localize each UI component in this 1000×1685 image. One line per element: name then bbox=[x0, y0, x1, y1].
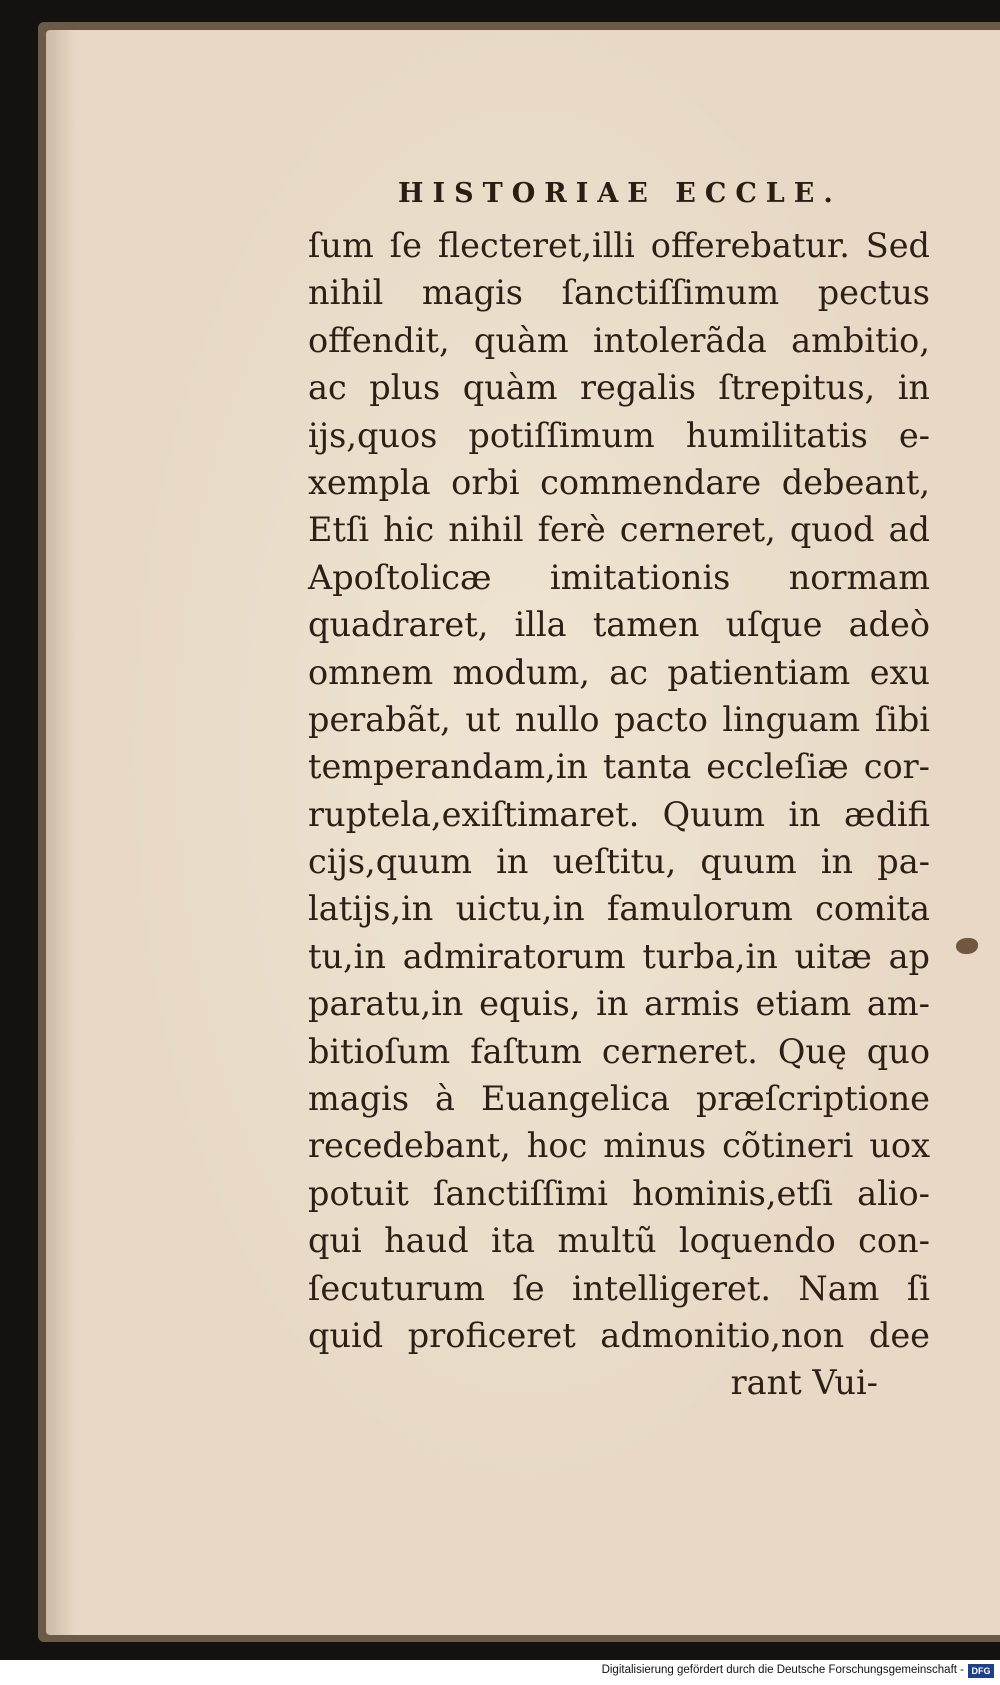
text-line: potuit ſanctiſſimi hominis,etſi alio- bbox=[308, 1173, 930, 1213]
text-line: ſecuturum ſe intelligeret. Nam ſi bbox=[308, 1268, 930, 1308]
text-line: ſum ſe flecteret,illi offerebatur. Sed bbox=[308, 226, 930, 265]
text-line: quadraret, illa tamen uſque adeò bbox=[308, 605, 930, 645]
text-block bbox=[308, 222, 930, 1407]
text-line: xempla orbi commendare debeant, bbox=[308, 462, 930, 502]
text-line: Apoſtolicæ imitationis normam bbox=[308, 557, 930, 597]
running-head: HISTORIAE ECCLE. bbox=[398, 178, 842, 209]
dfg-logo: DFG bbox=[968, 1664, 994, 1678]
text-line: tu,in admiratorum turba,in uitæ ap bbox=[308, 936, 930, 976]
text-line: ac plus quàm regalis ſtrepitus, in bbox=[308, 368, 930, 408]
funding-credit: Digitalisierung gefördert durch die Deutsche Forschungsgemeinschaft - bbox=[601, 1664, 964, 1676]
text-line: perabãt, ut nullo pacto linguam ſibi bbox=[308, 699, 930, 739]
text-line: Etſi hic nihil ferè cerneret, quod ad bbox=[308, 510, 930, 550]
text-line: nihil magis ſanctiſſimum pectus bbox=[308, 273, 930, 313]
text-line: recedebant, hoc minus cõtineri uox bbox=[308, 1126, 930, 1166]
text-line: cijs,quum in ueſtitu, quum in pa- bbox=[308, 842, 930, 882]
text-line: paratu,in equis, in armis etiam am- bbox=[308, 984, 930, 1024]
text-line: magis à Euangelica præſcriptione bbox=[308, 1079, 930, 1119]
ink-spot bbox=[956, 938, 978, 954]
text-line: omnem modum, ac patientiam exu bbox=[308, 652, 930, 692]
text-line: quid proficeret admonitio,non dee bbox=[308, 1315, 930, 1355]
text-line: ruptela,exiſtimaret. Quum in ædifi bbox=[308, 794, 930, 834]
text-line: latijs,in uictu,in famulorum comita bbox=[308, 889, 930, 929]
text-line: ijs,quos potiſſimum humilitatis e- bbox=[308, 415, 930, 455]
footer-bar bbox=[0, 1660, 1000, 1685]
text-line: bitioſum faſtum cerneret. Quę quo bbox=[308, 1031, 930, 1071]
catchword: rant Vui- bbox=[730, 1363, 878, 1403]
text-line: temperandam,in tanta eccleſiæ cor- bbox=[308, 747, 930, 787]
text-line: offendit, quàm intolerãda ambitio, bbox=[308, 320, 930, 360]
text-line: qui haud ita multũ loquendo con- bbox=[308, 1221, 930, 1261]
